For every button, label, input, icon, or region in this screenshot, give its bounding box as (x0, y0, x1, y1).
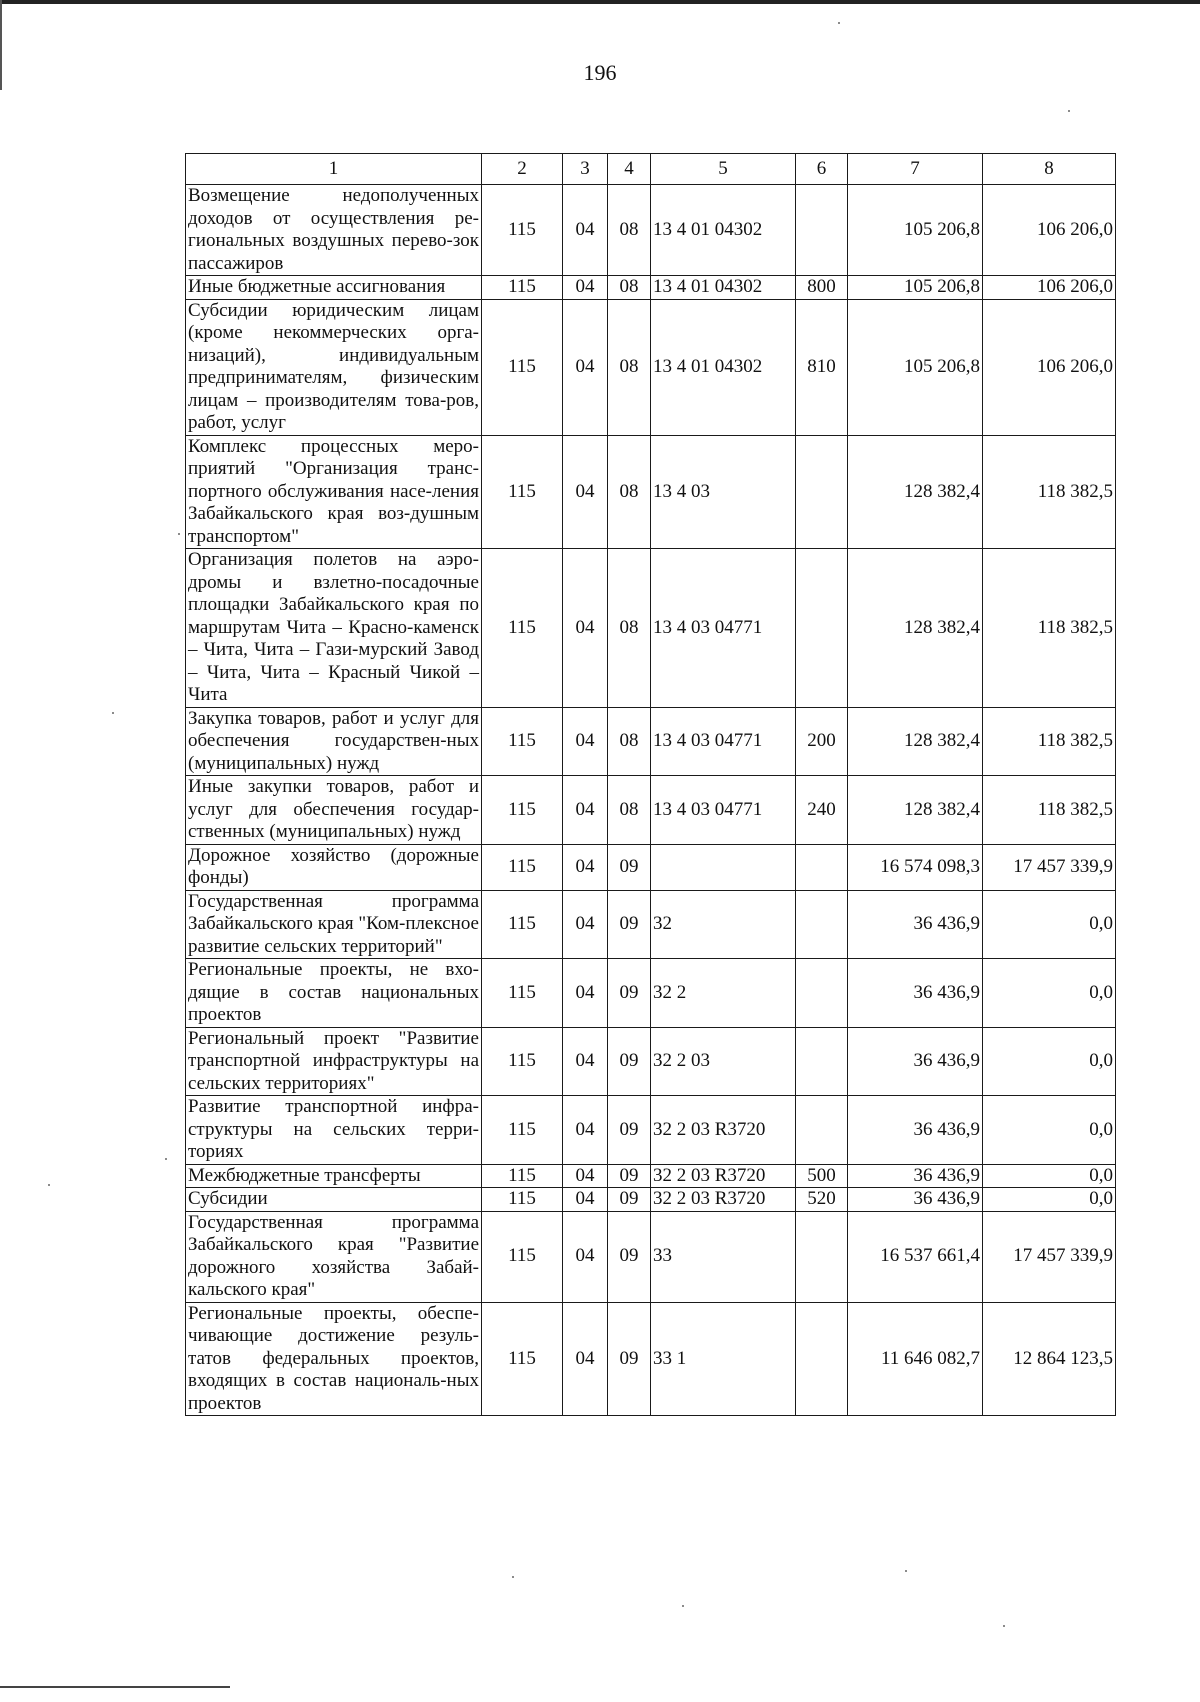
section-code-cell: 04 (563, 890, 608, 959)
target-article-cell: 32 2 03 R3720 (651, 1096, 796, 1165)
scan-speck (48, 1184, 50, 1186)
budget-table (185, 153, 1116, 1416)
expense-type-cell: 500 (796, 1164, 848, 1188)
target-article-cell: 32 (651, 890, 796, 959)
item-name-cell: Дорожное хозяйство (дорожные фонды) (186, 844, 482, 890)
expense-type-cell (796, 185, 848, 276)
section-code-cell: 04 (563, 1096, 608, 1165)
item-name-cell: Организация полетов на аэро-дромы и взлетно-посадочные площадки Забайкальского края по маршрутам Чита – Красно-каменск – Чита, Чита – Гази-мурский Завод – Чита, Чита – Красный Чикой – Чита (186, 549, 482, 708)
item-name-cell: Иные закупки товаров, работ и услуг для обеспечения государ-ственных (муниципальных) нужд (186, 776, 482, 845)
header-col-3: 3 (563, 154, 608, 185)
table-row (186, 959, 1116, 1028)
item-name-cell: Закупка товаров, работ и услуг для обеспечения государствен-ных (муниципальных) нужд (186, 707, 482, 776)
ministry-code-cell: 115 (482, 844, 563, 890)
header-col-1: 1 (186, 154, 482, 185)
amount-year2-cell: 17 457 339,9 (983, 1211, 1116, 1302)
expense-type-cell (796, 959, 848, 1028)
subsection-code-cell: 08 (608, 185, 651, 276)
target-article-cell (651, 844, 796, 890)
target-article-cell: 33 (651, 1211, 796, 1302)
amount-year1-cell: 128 382,4 (848, 435, 983, 549)
scan-speck (905, 1570, 907, 1572)
section-code-cell: 04 (563, 435, 608, 549)
amount-year2-cell: 118 382,5 (983, 707, 1116, 776)
ministry-code-cell: 115 (482, 959, 563, 1028)
scan-speck (838, 22, 840, 24)
amount-year1-cell: 36 436,9 (848, 1027, 983, 1096)
ministry-code-cell: 115 (482, 707, 563, 776)
target-article-cell: 32 2 03 R3720 (651, 1164, 796, 1188)
amount-year2-cell: 0,0 (983, 1096, 1116, 1165)
expense-type-cell (796, 844, 848, 890)
ministry-code-cell: 115 (482, 185, 563, 276)
header-col-4: 4 (608, 154, 651, 185)
amount-year1-cell: 105 206,8 (848, 299, 983, 435)
scan-speck (165, 1158, 167, 1160)
subsection-code-cell: 09 (608, 844, 651, 890)
table-row (186, 844, 1116, 890)
target-article-cell: 13 4 01 04302 (651, 185, 796, 276)
amount-year2-cell: 0,0 (983, 890, 1116, 959)
header-col-6: 6 (796, 154, 848, 185)
target-article-cell: 32 2 03 (651, 1027, 796, 1096)
amount-year1-cell: 36 436,9 (848, 1164, 983, 1188)
subsection-code-cell: 09 (608, 959, 651, 1028)
top-edge-rule (0, 0, 1200, 4)
target-article-cell: 32 2 03 R3720 (651, 1188, 796, 1212)
amount-year2-cell: 0,0 (983, 1188, 1116, 1212)
item-name-cell: Иные бюджетные ассигнования (186, 276, 482, 300)
item-name-cell: Государственная программа Забайкальского края "Ком-плексное развитие сельских территорий" (186, 890, 482, 959)
target-article-cell: 13 4 03 04771 (651, 549, 796, 708)
item-name-cell: Возмещение недополученных доходов от осуществления ре-гиональных воздушных перево-зок пассажиров (186, 185, 482, 276)
item-name-cell: Субсидии (186, 1188, 482, 1212)
subsection-code-cell: 08 (608, 707, 651, 776)
subsection-code-cell: 09 (608, 1096, 651, 1165)
section-code-cell: 04 (563, 1164, 608, 1188)
ministry-code-cell: 115 (482, 276, 563, 300)
table-body (186, 185, 1116, 1416)
amount-year2-cell: 0,0 (983, 1164, 1116, 1188)
subsection-code-cell: 09 (608, 890, 651, 959)
ministry-code-cell: 115 (482, 299, 563, 435)
subsection-code-cell: 08 (608, 776, 651, 845)
expense-type-cell: 200 (796, 707, 848, 776)
ministry-code-cell: 115 (482, 435, 563, 549)
table-row (186, 276, 1116, 300)
table-row (186, 549, 1116, 708)
scan-speck (512, 1576, 514, 1578)
amount-year2-cell: 12 864 123,5 (983, 1302, 1116, 1416)
amount-year2-cell: 106 206,0 (983, 185, 1116, 276)
section-code-cell: 04 (563, 549, 608, 708)
subsection-code-cell: 09 (608, 1211, 651, 1302)
table-row (186, 299, 1116, 435)
ministry-code-cell: 115 (482, 890, 563, 959)
amount-year1-cell: 11 646 082,7 (848, 1302, 983, 1416)
amount-year1-cell: 16 537 661,4 (848, 1211, 983, 1302)
section-code-cell: 04 (563, 276, 608, 300)
item-name-cell: Комплекс процессных меро-приятий "Организация транс-портного обслуживания насе-ления Забайкальского края воз-душным транспортом" (186, 435, 482, 549)
scan-speck (1003, 1625, 1005, 1627)
section-code-cell: 04 (563, 1302, 608, 1416)
subsection-code-cell: 08 (608, 276, 651, 300)
section-code-cell: 04 (563, 959, 608, 1028)
amount-year2-cell: 118 382,5 (983, 435, 1116, 549)
item-name-cell: Государственная программа Забайкальского края "Развитие дорожного хозяйства Забай-кальского края" (186, 1211, 482, 1302)
footnote-rule (0, 1686, 230, 1688)
amount-year1-cell: 36 436,9 (848, 1096, 983, 1165)
expense-type-cell (796, 890, 848, 959)
subsection-code-cell: 09 (608, 1302, 651, 1416)
amount-year1-cell: 128 382,4 (848, 707, 983, 776)
item-name-cell: Региональный проект "Развитие транспортной инфраструктуры на сельских территориях" (186, 1027, 482, 1096)
ministry-code-cell: 115 (482, 549, 563, 708)
scan-speck (1068, 110, 1070, 112)
page-number: 196 (583, 60, 617, 85)
table-row (186, 776, 1116, 845)
amount-year2-cell: 106 206,0 (983, 276, 1116, 300)
item-name-cell: Межбюджетные трансферты (186, 1164, 482, 1188)
header-col-2: 2 (482, 154, 563, 185)
amount-year1-cell: 128 382,4 (848, 776, 983, 845)
table-row (186, 435, 1116, 549)
table-row (186, 890, 1116, 959)
table-row (186, 1164, 1116, 1188)
target-article-cell: 13 4 01 04302 (651, 299, 796, 435)
header-row (186, 154, 1116, 185)
target-article-cell: 13 4 03 04771 (651, 707, 796, 776)
scan-speck (112, 712, 114, 714)
item-name-cell: Региональные проекты, не вхо-дящие в состав национальных проектов (186, 959, 482, 1028)
amount-year2-cell: 118 382,5 (983, 549, 1116, 708)
section-code-cell: 04 (563, 776, 608, 845)
header-col-7: 7 (848, 154, 983, 185)
section-code-cell: 04 (563, 1188, 608, 1212)
section-code-cell: 04 (563, 1211, 608, 1302)
table-row (186, 1302, 1116, 1416)
ministry-code-cell: 115 (482, 1164, 563, 1188)
target-article-cell: 13 4 03 04771 (651, 776, 796, 845)
table-row (186, 185, 1116, 276)
expense-type-cell (796, 1096, 848, 1165)
subsection-code-cell: 08 (608, 549, 651, 708)
section-code-cell: 04 (563, 299, 608, 435)
target-article-cell: 32 2 (651, 959, 796, 1028)
target-article-cell: 13 4 01 04302 (651, 276, 796, 300)
scan-speck (682, 1605, 684, 1607)
item-name-cell: Развитие транспортной инфра-структуры на сельских терри-ториях (186, 1096, 482, 1165)
item-name-cell: Региональные проекты, обеспе-чивающие достижение резуль-татов федеральных проектов, входящих в состав националь-ных проектов (186, 1302, 482, 1416)
ministry-code-cell: 115 (482, 1302, 563, 1416)
header-col-8: 8 (983, 154, 1116, 185)
ministry-code-cell: 115 (482, 776, 563, 845)
amount-year1-cell: 128 382,4 (848, 549, 983, 708)
ministry-code-cell: 115 (482, 1211, 563, 1302)
expense-type-cell: 240 (796, 776, 848, 845)
item-name-cell: Субсидии юридическим лицам (кроме некоммерческих орга-низаций), индивидуальным предпринимателям, физическим лицам – производителям това-ров, работ, услуг (186, 299, 482, 435)
amount-year1-cell: 105 206,8 (848, 185, 983, 276)
amount-year2-cell: 106 206,0 (983, 299, 1116, 435)
amount-year2-cell: 17 457 339,9 (983, 844, 1116, 890)
table-row (186, 1096, 1116, 1165)
section-code-cell: 04 (563, 1027, 608, 1096)
section-code-cell: 04 (563, 707, 608, 776)
target-article-cell: 13 4 03 (651, 435, 796, 549)
table-row (186, 707, 1116, 776)
expense-type-cell (796, 549, 848, 708)
scan-speck (178, 533, 180, 535)
header-col-5: 5 (651, 154, 796, 185)
subsection-code-cell: 09 (608, 1027, 651, 1096)
subsection-code-cell: 08 (608, 435, 651, 549)
amount-year1-cell: 16 574 098,3 (848, 844, 983, 890)
section-code-cell: 04 (563, 844, 608, 890)
ministry-code-cell: 115 (482, 1188, 563, 1212)
expense-type-cell: 520 (796, 1188, 848, 1212)
subsection-code-cell: 09 (608, 1164, 651, 1188)
expense-type-cell (796, 435, 848, 549)
amount-year2-cell: 0,0 (983, 1027, 1116, 1096)
amount-year1-cell: 36 436,9 (848, 890, 983, 959)
ministry-code-cell: 115 (482, 1096, 563, 1165)
target-article-cell: 33 1 (651, 1302, 796, 1416)
amount-year2-cell: 0,0 (983, 959, 1116, 1028)
expense-type-cell (796, 1211, 848, 1302)
expense-type-cell: 800 (796, 276, 848, 300)
ministry-code-cell: 115 (482, 1027, 563, 1096)
amount-year2-cell: 118 382,5 (983, 776, 1116, 845)
subsection-code-cell: 09 (608, 1188, 651, 1212)
amount-year1-cell: 105 206,8 (848, 276, 983, 300)
table-row (186, 1188, 1116, 1212)
expense-type-cell (796, 1302, 848, 1416)
amount-year1-cell: 36 436,9 (848, 1188, 983, 1212)
table-row (186, 1027, 1116, 1096)
section-code-cell: 04 (563, 185, 608, 276)
table-header (186, 154, 1116, 185)
subsection-code-cell: 08 (608, 299, 651, 435)
table-row (186, 1211, 1116, 1302)
amount-year1-cell: 36 436,9 (848, 959, 983, 1028)
expense-type-cell: 810 (796, 299, 848, 435)
expense-type-cell (796, 1027, 848, 1096)
